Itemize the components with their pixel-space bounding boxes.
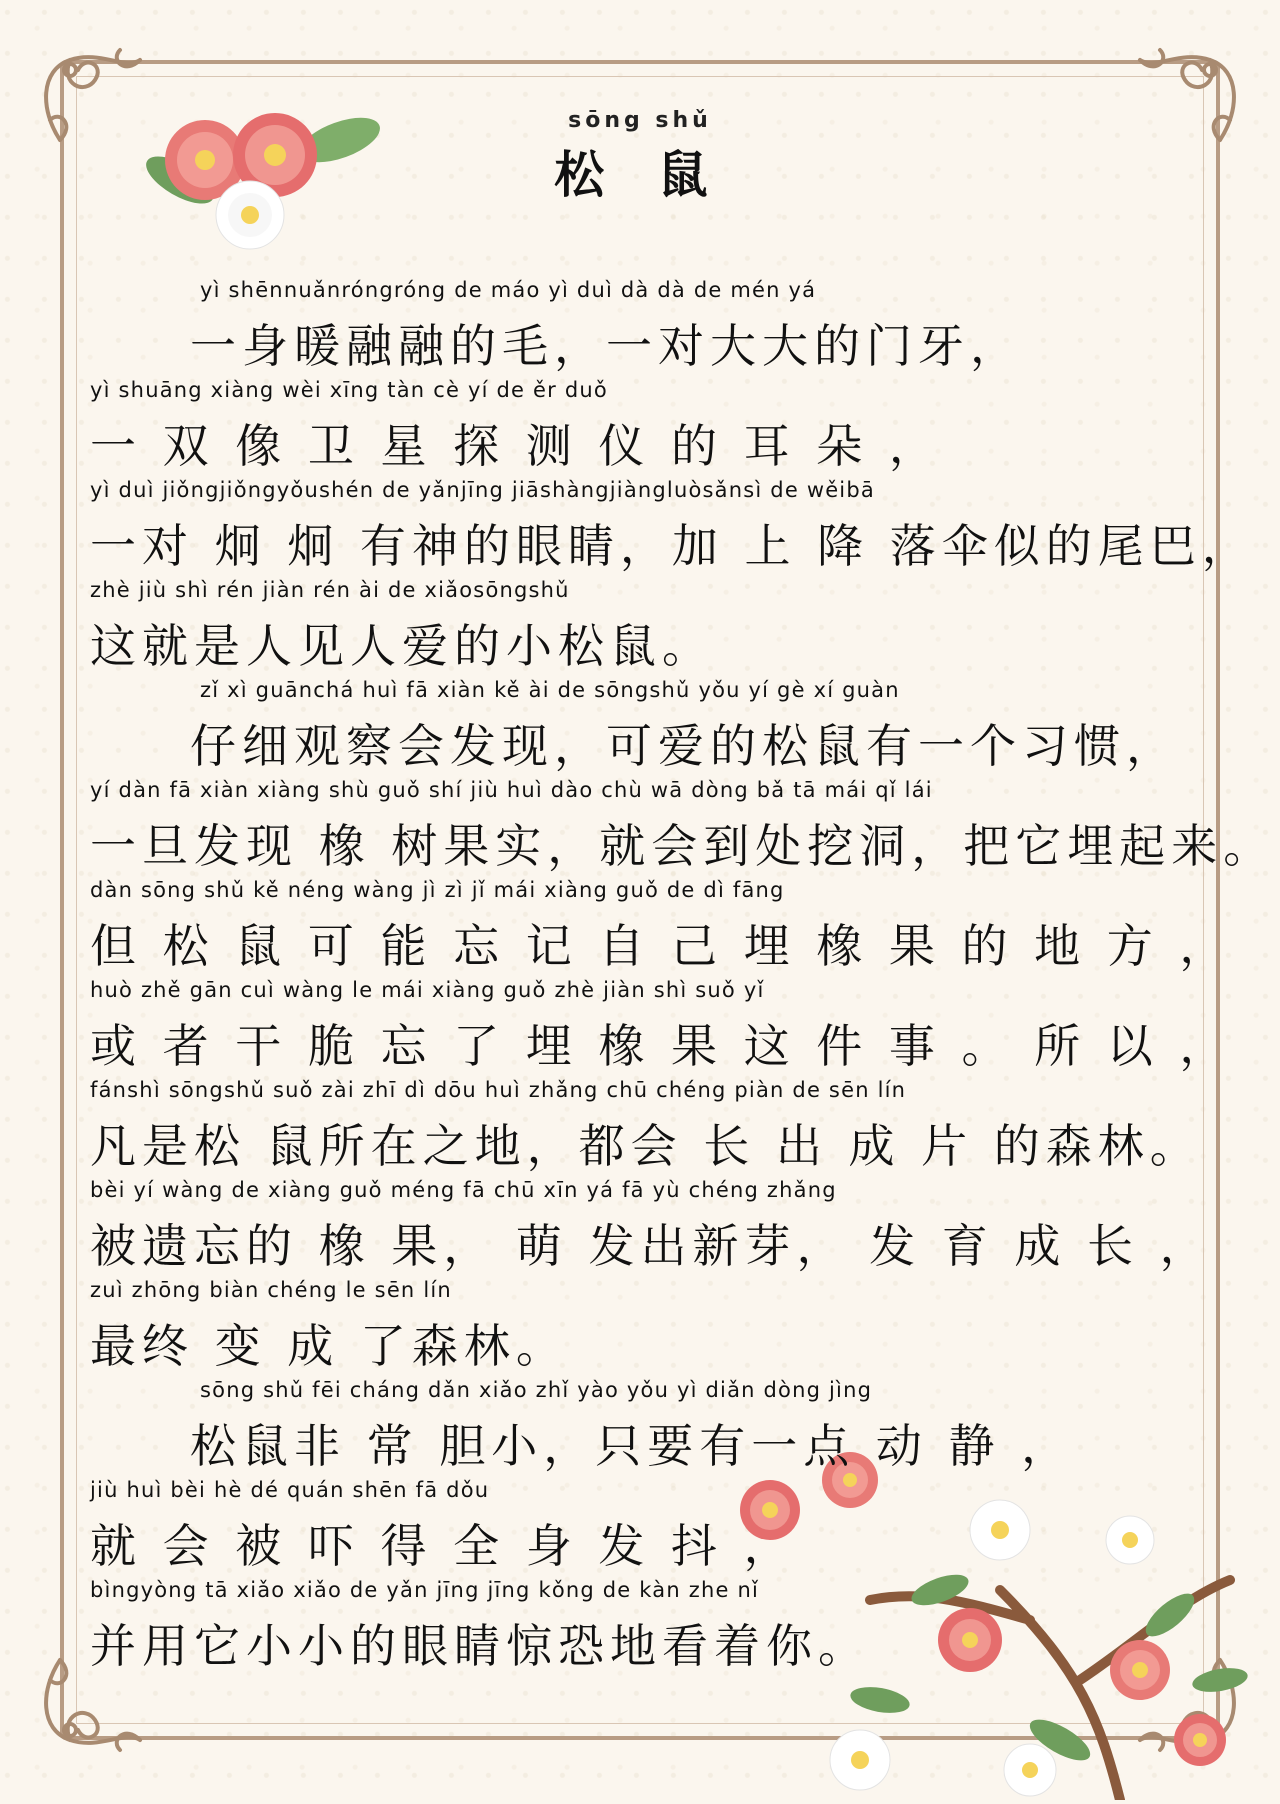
pinyin-line: jiù huì bèi hè dé quán shēn fā dǒu (90, 1478, 490, 1502)
pinyin-line: yì shuāng xiàng wèi xīng tàn cè yí de ěr duǒ (90, 378, 608, 402)
text-line (90, 872, 1232, 973)
text-line (90, 1372, 1210, 1472)
hanzi-line: 松鼠非 常 胆小，只要有一点 动 静 ， (190, 1419, 1074, 1473)
text-line (90, 572, 1210, 672)
text-line (90, 372, 1210, 472)
hanzi-line: 一旦发现 橡 树果实，就会到处挖洞，把它埋起来。 (90, 819, 1276, 873)
hanzi-line: 仔细观察会发现，可爱的松鼠有一个习惯， (190, 719, 1178, 773)
text-line (90, 672, 1210, 772)
hanzi-line: 但 松 鼠 可 能 忘 记 自 己 埋 橡 果 的 地 方 ， (90, 919, 1232, 973)
text-line (90, 772, 1276, 873)
poem-body (90, 272, 1276, 1673)
text-line (90, 1172, 1210, 1272)
text-line (90, 1272, 1210, 1372)
text-line (90, 1572, 1210, 1672)
pinyin-line: zuì zhōng biàn chéng le sēn lín (90, 1278, 452, 1302)
pinyin-line: dàn sōng shǔ kě néng wàng jì zì jǐ mái xiàng guǒ de dì fāng (90, 878, 785, 902)
pinyin-line: zhè jiù shì rén jiàn rén ài de xiǎosōngshǔ (90, 578, 570, 602)
hanzi-line: 或 者 干 脆 忘 了 埋 橡 果 这 件 事 。 所 以 ， (90, 1019, 1232, 1073)
pinyin-line: yí dàn fā xiàn xiàng shù guǒ shí jiù huì dào chù wā dòng bǎ tā mái qǐ lái (90, 778, 933, 802)
pinyin-line: yì shēnnuǎnróngróng de máo yì duì dà dà de mén yá (200, 278, 817, 302)
hanzi-line: 就 会 被 吓 得 全 身 发 抖 ， (90, 1519, 796, 1573)
text-line (90, 1472, 1210, 1572)
title-pinyin: sōng shǔ (568, 108, 712, 133)
pinyin-line: huò zhě gān cuì wàng le mái xiàng guǒ zhè jiàn shì suǒ yǐ (90, 978, 765, 1002)
hanzi-line: 一身暖融融的毛，一对大大的门牙， (190, 319, 1022, 373)
hanzi-line: 被遗忘的 橡 果， 萌 发出新芽， 发 育 成 长 ， (90, 1219, 1212, 1273)
hanzi-line: 凡是松 鼠所在之地，都会 长 出 成 片 的森林。 (90, 1119, 1202, 1173)
hanzi-line: 并用它小小的眼睛惊恐地看着你。 (90, 1619, 870, 1673)
pinyin-line: bèi yí wàng de xiàng guǒ méng fā chū xīn yá fā yù chéng zhǎng (90, 1178, 837, 1202)
pinyin-line: zǐ xì guānchá huì fā xiàn kě ài de sōngshǔ yǒu yí gè xí guàn (200, 678, 900, 702)
hanzi-line: 一 双 像 卫 星 探 测 仪 的 耳 朵 ， (90, 419, 941, 473)
pinyin-line: yì duì jiǒngjiǒngyǒushén de yǎnjīng jiāshàngjiàngluòsǎnsì de wěibā (90, 478, 875, 502)
text-line (90, 1072, 1210, 1172)
hanzi-line: 这就是人见人爱的小松鼠。 (90, 619, 714, 673)
pinyin-line: fánshì sōngshǔ suǒ zài zhī dì dōu huì zhǎng chū chéng piàn de sēn lín (90, 1078, 907, 1102)
page-title: 松 鼠 (554, 145, 726, 204)
text-line (90, 472, 1254, 573)
title-block (0, 108, 1280, 207)
text-line (90, 972, 1232, 1073)
pinyin-line: bìngyòng tā xiǎo xiǎo de yǎn jīng jīng kǒng de kàn zhe nǐ (90, 1578, 760, 1602)
text-line (90, 272, 1210, 372)
hanzi-line: 一对 炯 炯 有神的眼睛，加 上 降 落伞似的尾巴， (90, 519, 1254, 573)
hanzi-line: 最终 变 成 了森林。 (90, 1319, 568, 1373)
pinyin-line: sōng shǔ fēi cháng dǎn xiǎo zhǐ yào yǒu yì diǎn dòng jìng (200, 1378, 873, 1402)
